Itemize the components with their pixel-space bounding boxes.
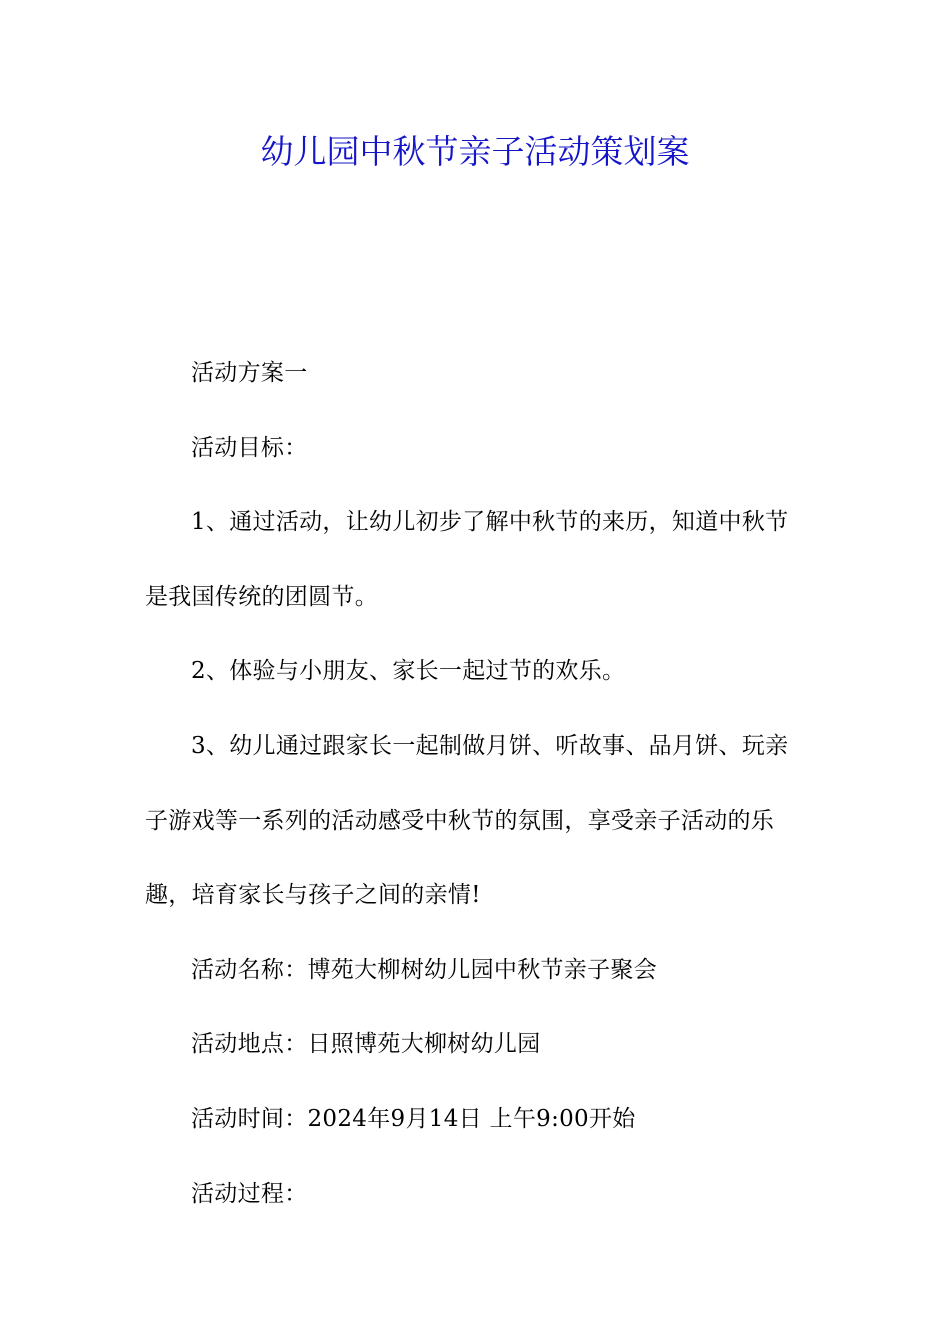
paragraph-activity-time: 活动时间：2024年9月14日 上午9:00开始 bbox=[191, 1105, 636, 1132]
paragraph-goal-3: 3、幼儿通过跟家长一起制做月饼、听故事、品月饼、玩亲子游戏等一系列的活动感受中秋节的氛围，享受亲子活动的乐趣，培育家长与孩子之间的亲情! bbox=[145, 732, 789, 909]
paragraph-activity-process: 活动过程： bbox=[191, 1180, 308, 1207]
paragraph-goals-heading: 活动目标： bbox=[191, 434, 308, 461]
document-title: 幼儿园中秋节亲子活动策划案 bbox=[260, 132, 690, 171]
paragraph-activity-name: 活动名称：博苑大柳树幼儿园中秋节亲子聚会 bbox=[191, 956, 657, 983]
document-body bbox=[145, 336, 805, 1231]
paragraph-goal-2: 2、体验与小朋友、家长一起过节的欢乐。 bbox=[191, 658, 626, 685]
paragraph-goal-1: 1、通过活动，让幼儿初步了解中秋节的来历，知道中秋节是我国传统的团圆节。 bbox=[145, 509, 789, 610]
paragraph-plan-heading: 活动方案一 bbox=[191, 360, 308, 386]
paragraph-activity-location: 活动地点：日照博苑大柳树幼儿园 bbox=[191, 1031, 541, 1058]
